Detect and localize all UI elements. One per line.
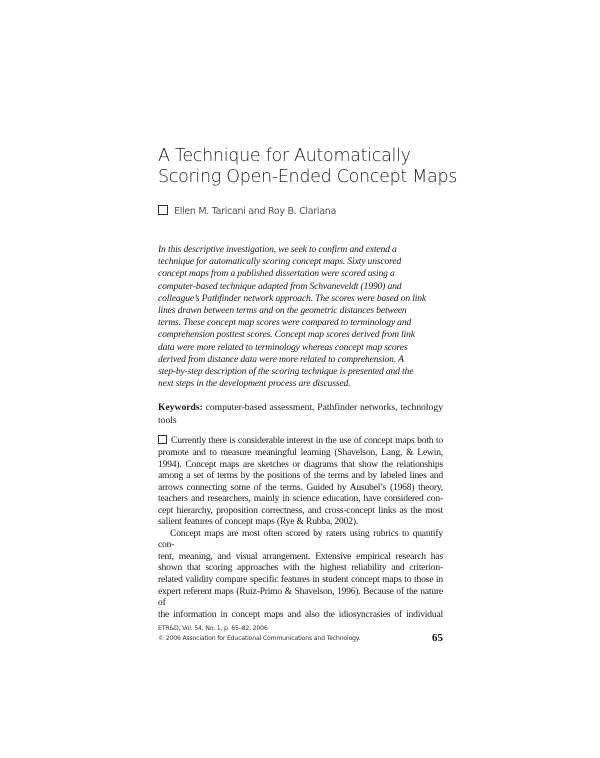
body-line: Currently there is considerable interest in the use of concept maps both to	[158, 435, 443, 447]
abstract-line: technique for automatically scoring concept maps. Sixty unscored	[158, 256, 402, 268]
paper-title	[158, 146, 458, 188]
footer-info	[158, 624, 360, 644]
body-line: Concept maps are most often scored by raters using rubrics to quantify con-	[158, 527, 443, 551]
abstract-line: step-by-step description of the scoring technique is presented and the	[158, 366, 414, 378]
paper-page	[158, 146, 458, 645]
body-line: expert referent maps (Ruiz-Primo & Shavelson, 1996). Because of the nature of	[158, 585, 443, 609]
body-line: shown that scoring approaches with the highest reliability and criterion-	[158, 562, 443, 574]
body-line: among a set of terms by the positions of the terms and by labeled lines and	[158, 470, 443, 482]
keywords-line: tools	[158, 415, 177, 427]
journal-citation: ETR&D, Vol. 54, No. 1, p. 65–82, 2006	[158, 625, 268, 633]
abstract-line: terms. These concept map scores were compared to terminology and	[158, 317, 412, 329]
abstract	[158, 244, 443, 390]
author-names: Ellen M. Taricani and Roy B. Clariana	[174, 206, 337, 217]
body-line: salient features of concept maps (Rye & Rubba, 2002).	[158, 516, 359, 528]
body-line: tent, meaning, and visual arrangement. Extensive empirical research has	[158, 550, 443, 562]
body-line: 1994). Concept maps are sketches or diagrams that show the relationships	[158, 458, 443, 470]
authors	[158, 205, 443, 218]
page-number: 65	[432, 632, 443, 645]
abstract-line: colleague’s Pathfinder network approach. The scores were based on link	[158, 292, 427, 304]
body-text	[158, 435, 443, 620]
body-line: related validity compare specific features in student concept maps to those in	[158, 574, 443, 585]
abstract-line: concept maps from a published dissertation were scored using a	[158, 268, 395, 280]
abstract-line: data were more related to terminology whereas concept map scores	[158, 341, 408, 353]
abstract-line: derived from distance data were more related to comprehension. A	[158, 353, 404, 365]
title-line: A Technique for Automatically	[158, 146, 411, 166]
abstract-line: lines drawn between terms and on the geometric distances between	[158, 305, 407, 317]
body-line: the information in concept maps and also the idiosyncrasies of individual	[158, 608, 443, 620]
title-line: Scoring Open-Ended Concept Maps	[158, 167, 458, 187]
section-square-icon	[158, 435, 167, 444]
section-square-icon	[158, 205, 168, 215]
page-footer	[158, 624, 443, 644]
abstract-line: next steps in the development process are discussed.	[158, 378, 351, 390]
body-line: arrows connecting some of the terms. Guided by Ausubel’s (1968) theory,	[158, 481, 443, 493]
keywords-text: computer-based assessment, Pathfinder networks, technology	[205, 402, 443, 414]
body-line: teachers and researchers, mainly in science education, have considered con-	[158, 493, 443, 505]
abstract-line: comprehension posttest scores. Concept map scores derived from link	[158, 329, 415, 341]
keywords-line	[158, 401, 443, 414]
abstract-line: In this descriptive investigation, we seek to confirm and extend a	[158, 244, 397, 255]
body-line: cept hierarchy, proposition correctness, and cross-concept links as the most	[158, 504, 443, 516]
keywords	[158, 401, 443, 427]
keywords-label: Keywords:	[158, 402, 203, 414]
copyright: © 2006 Association for Educational Communications and Technology.	[158, 635, 361, 643]
abstract-line: computer-based technique adapted from Schvaneveldt (1990) and	[158, 280, 402, 292]
body-line: promote and to measure meaningful learning (Shavelson, Lang, & Lewin,	[158, 446, 443, 458]
